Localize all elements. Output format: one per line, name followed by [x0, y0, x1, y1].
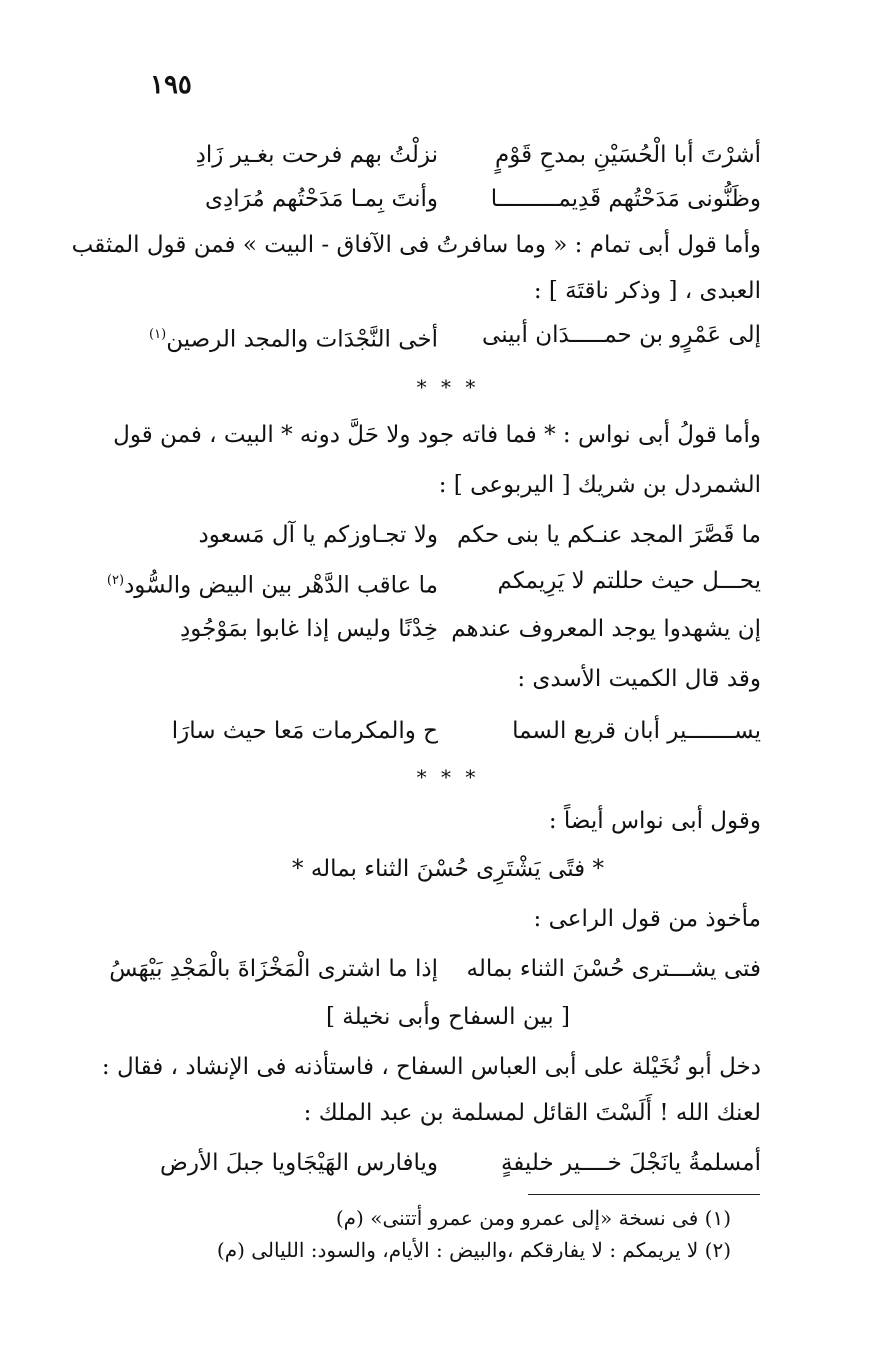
quoted-hemistich: * فتًى يَشْتَرِى حُسْنَ الثناء بماله *: [292, 856, 604, 882]
verse-2-first-hemistich: وظَنُّونى مَدَحْتُهم قَدِيمـــــــــا: [490, 186, 761, 212]
section-title: [ بين السفاح وأبى نخيلة ]: [326, 1004, 570, 1030]
section-divider: * * *: [416, 375, 480, 399]
prose-line: وقول أبى نواس أيضاً :: [548, 808, 761, 834]
verse-9-first-hemistich: أمسلمةُ يانَجْلَ خــــير خليفةٍ: [500, 1150, 761, 1176]
page-number: ١٩٥: [150, 70, 192, 100]
prose-line: وقد قال الكميت الأسدى :: [517, 666, 761, 692]
footnote-2: (٢) لا يريمكم : لا يفارقكم ،والبيض : الأيام، والسود: الليالى (م): [216, 1238, 731, 1262]
prose-line: لعنك الله ! أَلَسْتَ القائل لمسلمة بن عبد الملك :: [303, 1100, 761, 1126]
verse-3-second-hemistich: [149, 320, 438, 355]
verse-6-first-hemistich: إن يشهدوا يوجد المعروف عندهم: [451, 616, 761, 642]
footnote-separator: [528, 1194, 760, 1195]
footnote-1: (١) فى نسخة «إلى عمرو ومن عمرو أتتنى» (م): [335, 1206, 731, 1230]
verse-3-first-hemistich: إلى عَمْرٍو بن حمـــــدَان أبينى: [482, 322, 761, 348]
verse-5-second-hemistich: [107, 566, 438, 601]
verse-5-first-hemistich: يحـــل حيث حللتم لا يَرِيمكم: [497, 568, 761, 594]
verse-2-second-hemistich: وأنتَ بِمـا مَدَحْتُهم مُرَادِى: [205, 186, 438, 212]
verse-7-first-hemistich: يســـــــير أبان قريع السما: [512, 718, 761, 744]
verse-1-first-hemistich: أشرْتَ أبا الْحُسَيْنِ بمدحِ قَوْمٍ: [495, 142, 761, 168]
verse-4-second-hemistich: ولا تجـاوزكم يا آل مَسعود: [198, 522, 438, 548]
prose-line: الشمردل بن شريك [ اليربوعى ] :: [438, 472, 761, 498]
prose-line: مأخوذ من قول الراعى :: [533, 906, 761, 932]
prose-line: وأما قول أبى تمام : « وما سافرتُ فى الآفاق - البيت » فمن قول المثقب: [71, 232, 761, 258]
verse-8-first-hemistich: فتى يشـــترى حُسْنَ الثناء بماله: [466, 956, 761, 982]
prose-line: دخل أبو نُخَيْلة على أبى العباس السفاح ، فاستأذنه فى الإنشاد ، فقال :: [101, 1054, 761, 1080]
prose-line: العبدى ، [ وذكر ناقتَهَ ] :: [533, 278, 761, 304]
hemistich-text: ما عاقب الدَّهْر بين البيض والسُّود: [124, 572, 438, 599]
verse-7-second-hemistich: ح والمكرمات مَعا حيث سارَا: [171, 718, 438, 744]
section-divider: * * *: [416, 765, 480, 789]
verse-6-second-hemistich: خِدْنًا وليس إذا غابوا بمَوْجُودِ: [180, 616, 438, 642]
footnote-marker-2: (٢): [106, 573, 125, 588]
verse-4-first-hemistich: ما قَصَّرَ المجد عنـكم يا بنى حكم: [457, 522, 761, 548]
footnote-marker-1: (١): [149, 327, 167, 342]
verse-8-second-hemistich: إذا ما اشترى الْمَخْزَاةَ بالْمَجْدِ بَيْهَسُ: [109, 956, 438, 982]
verse-1-second-hemistich: نزلْتُ بهم فرحت بغـير زَادِ: [195, 142, 438, 168]
verse-9-second-hemistich: ويافارس الهَيْجَاويا جبلَ الأرض: [160, 1150, 438, 1176]
prose-line: وأما قولُ أبى نواس : * فما فاته جود ولا حَلَّ دونه * البيت ، فمن قول: [113, 422, 761, 448]
hemistich-text: أخى النَّجْدَات والمجد الرصين: [166, 326, 438, 353]
